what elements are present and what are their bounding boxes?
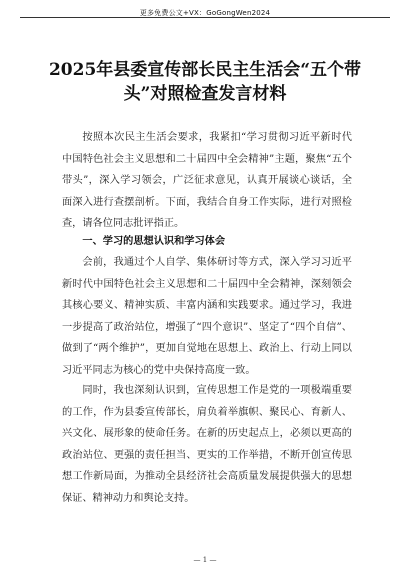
- body-paragraph-1: 会前，我通过个人自学、集体研讨等方式，深入学习习近平新时代中国特色社会主义思想和二十届四中全会精神，深刻领会其核心要义、精神实质、丰富内涵和实践要求。通过学习，我进一步提高了政治站位，增强了“四个意识”、坚定了“四个自信”、做到了“两个维护”，更加自觉地在思想上、政治上、行动上同以习近平同志为核心的党中央保持高度一致。: [62, 257, 352, 376]
- section-heading: 一、学习的思想认识和学习体会: [82, 236, 226, 247]
- body-paragraph-2: 同时，我也深刻认识到，宣传思想工作是党的一项极端重要的工作，作为县委宣传部长，肩负着举旗帜、聚民心、育新人、兴文化、展形象的使命任务。在新的历史起点上，必须以更高的政治站位、更强的责任担当、更实的工作举措，不断开创宣传思想工作新局面，为推动全县经济社会高质量发展提供强大的思想保证、精神动力和舆论支持。: [62, 385, 352, 504]
- header-text: 更多免费公文+VX：GoGongWen2024: [139, 9, 271, 17]
- document-title: 2025年县委宣传部长民主生活会“五个带头”对照检查发言材料: [48, 60, 362, 104]
- page-number: — 1 —: [193, 556, 217, 564]
- intro-paragraph: 按照本次民主生活会要求，我紧扣“学习贯彻习近平新时代中国特色社会主义思想和二十届四中全会精神”主题，聚焦“五个带头”，深入学习领会，广泛征求意见，认真开展谈心谈话，全面深入进行查摆剖析。下面，我结合自身工作实际，进行对照检查，请各位同志批评指正。: [62, 132, 352, 229]
- page-header: [20, 0, 390, 18]
